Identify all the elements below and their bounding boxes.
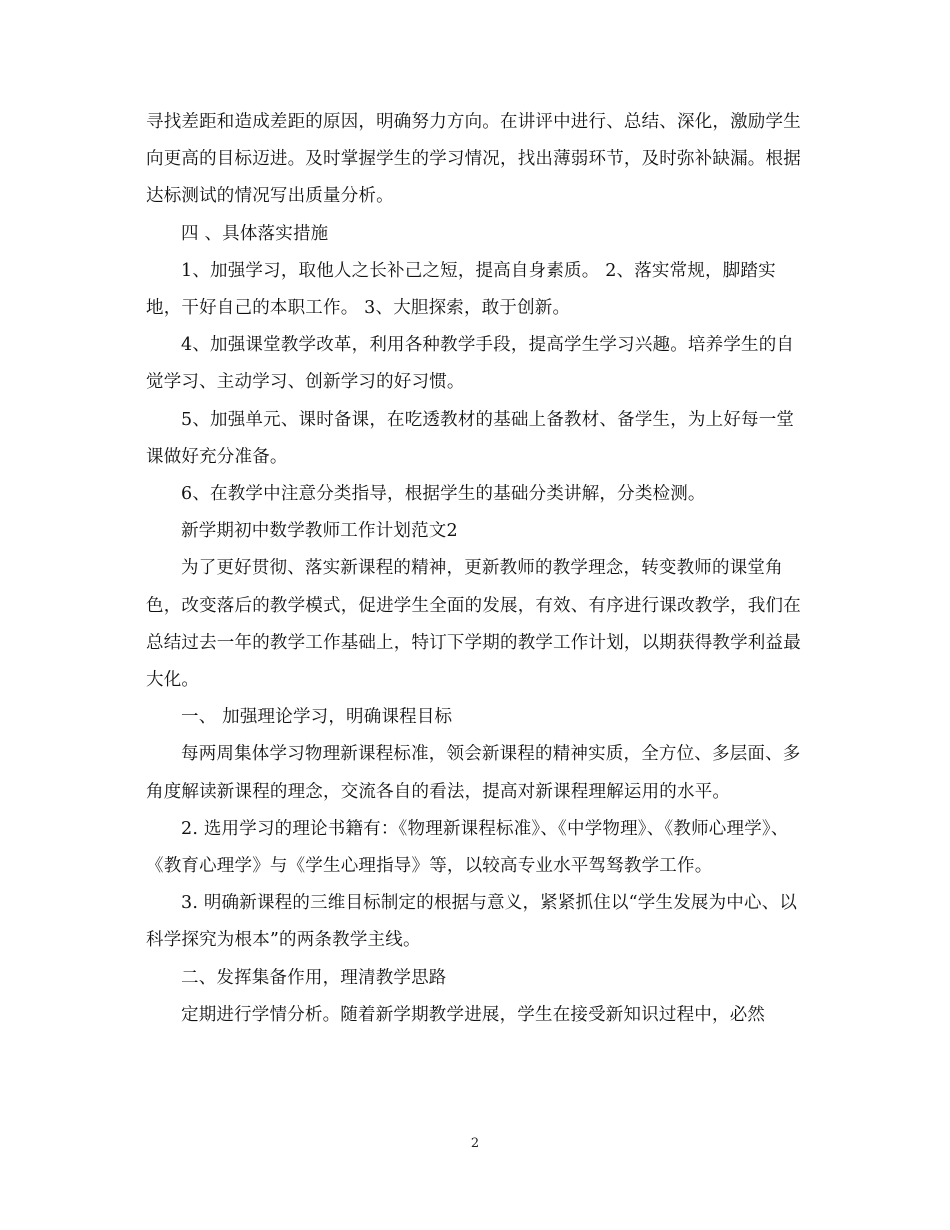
section-heading: 二、发挥集备作用，理清教学思路 [181, 967, 447, 988]
paragraph: 寻找差距和造成差距的原因，明确努力方向。在讲评中进行、总结、深化，激励学生向更高的目标迈进。及时掌握学生的学习情况，找出薄弱环节，及时弥补缺漏。根据达标测试的情况写出质量分析。 [146, 112, 801, 207]
section-heading: 一、 加强理论学习，明确课程目标 [181, 707, 453, 728]
paragraph: 每两周集体学习物理新课程标准，领会新课程的精神实质，全方位、多层面、多角度解读新课程的理念，交流各自的看法，提高对新课程理解运用的水平。 [146, 744, 801, 802]
paragraph: 定期进行学情分析。随着新学期教学进展，学生在接受新知识过程中，必然 [181, 1004, 766, 1025]
paragraph: 为了更好贯彻、落实新课程的精神，更新教师的教学理念，转变教师的课堂角色，改变落后的教学模式，促进学生全面的发展，有效、有序进行课改教学，我们在总结过去一年的教学工作基础上，特订下学期的教学工作计划，以期获得教学利益最大化。 [146, 558, 801, 691]
paragraph: 3. 明确新课程的三维目标制定的根据与意义，紧紧抓住以“学生发展为中心、以科学探究为根本”的两条教学主线。 [146, 893, 798, 951]
section-heading: 四 、具体落实措施 [181, 223, 329, 244]
paragraph: 4、加强课堂教学改革，利用各种教学手段，提高学生学习兴趣。培养学生的自觉学习、主动学习、创新学习的好习惯。 [146, 335, 795, 393]
paragraph: 6、在教学中注意分类指导，根据学生的基础分类讲解，分类检测。 [181, 484, 706, 505]
paragraph: 5、加强单元、课时备课，在吃透教材的基础上备教材、备学生，为上好每一堂课做好充分准备。 [146, 409, 795, 467]
document-subtitle: 新学期初中数学教师工作计划范文2 [181, 521, 458, 542]
document-body [146, 104, 810, 1034]
paragraph: 1、加强学习，取他人之长补己之短，提高自身素质。 2、落实常规，脚踏实地，干好自己的本职工作。 3、大胆探索，敢于创新。 [146, 260, 776, 319]
page-number: 2 [470, 1136, 480, 1151]
paragraph: 2. 选用学习的理论书籍有：《物理新课程标准》、《中学物理》、《教师心理学》、《教育心理学》与《学生心理指导》等，以较高专业水平驾驽教学工作。 [146, 818, 789, 877]
